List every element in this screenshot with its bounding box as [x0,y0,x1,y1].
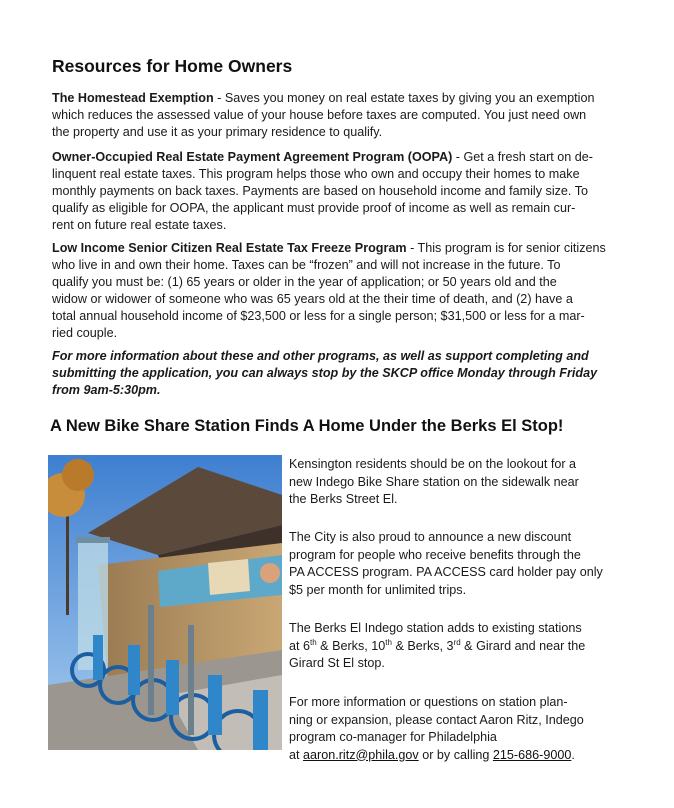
bike-paragraph-1: Kensington residents should be on the lookout for a new Indego Bike Share station on the sidewalk near the Berks Street El. [289,457,579,506]
freeze-heading: Low Income Senior Citizen Real Estate Tax Freeze Program [52,241,407,255]
homestead-paragraph: The Homestead Exemption - Saves you money on real estate taxes by giving you an exemption which reduces the assessed value of your house before taxes are computed. You just need own the property and use it as your primary residence to qualify. [52,91,595,139]
bike-paragraph-4: For more information or questions on station plan- ning or expansion, please contact Aaron Ritz, Indego program co-manager for Philadelphia at aaron.ritz@phila.gov or by calling 215-686-9000. [289,695,584,762]
homestead-heading: The Homestead Exemption [52,91,214,105]
oopa-paragraph: Owner-Occupied Real Estate Payment Agreement Program (OOPA) - Get a fresh start on de- linquent real estate taxes. This program helps those who own and occupy their homes to make monthly payments on back taxes. Payments are based on household income and family size. To qualify as eligible for OOPA, the applicant must provide proof of income as well as remain cur- rent on future real estate taxes. [52,150,594,232]
section-title-bike-share: A New Bike Share Station Finds A Home Under the Berks El Stop! [50,417,564,435]
more-info-paragraph: For more information about these and other programs, as well as support completing and submitting the application, you can always stop by the SKCP office Monday through Friday from 9am-5:30pm. [52,349,598,397]
bike-paragraph-2: The City is also proud to announce a new discount program for people who receive benefits through the PA ACCESS program. PA ACCESS card holder pay only $5 per month for unlimited trips. [289,530,603,597]
phone-link[interactable]: 215-686-9000 [492,747,572,762]
bike-paragraph-3: The Berks El Indego station adds to existing stations at 6th & Berks, 10th & Berks, 3rd & Girard and near the Girard St El stop. [289,621,586,670]
bike-station-photo [48,455,282,750]
freeze-paragraph: Low Income Senior Citizen Real Estate Tax Freeze Program - This program is for senior citizens who live in and own their home. Taxes can be “frozen” and will not increase in the future. To qualify you must be: (1) 65 years or older in the year of application; or 50 years old and the widow or widower of someone who was 65 years old at the their time of death, and (2) have a total annual household income of $23,500 or less for a single person; $31,500 or less for a mar- ried couple. [52,241,606,340]
oopa-heading: Owner-Occupied Real Estate Payment Agreement Program (OOPA) [52,150,453,164]
section-title-resources: Resources for Home Owners [52,56,293,76]
email-link[interactable]: aaron.ritz@phila.gov [303,747,419,762]
